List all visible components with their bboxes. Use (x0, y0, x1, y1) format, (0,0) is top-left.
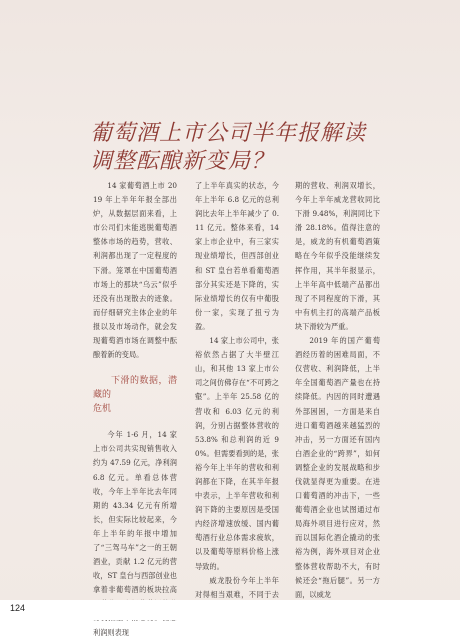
paragraph: 今年 1-6 月，14 家上市公司共实现销售收入约为 47.59 亿元，净利润 6.8 亿元。单看总体营收，今年上半年比去年同期的 43.34 亿元有所增长，但实际比较起来，今年上半年的年报中增加了“三驾马车”之一的王朝酒业，贡献 1.2 亿元的营收，ST 皇台与西部创业也拿着非葡萄酒的板块拉高 利润则表现 (93, 430, 177, 637)
text-column-3 (295, 179, 380, 602)
text-column-1 (93, 179, 177, 640)
paragraph: 14 家葡萄酒上市 2019 年上半年年报全部出炉，从数据层面来看，上市公司们未能逃脱葡萄酒整体市场的趋势，营收、利润都出现了一定程度的下滑。笼罩在中国葡萄酒市场上的那块“乌云”似乎还没有出现散去的迹象。而仔细研究主体企业的年报以及市场动作，就会发现葡萄酒市场在调整中酝酿着新的变局。 (93, 181, 177, 360)
page-footer (0, 600, 460, 620)
subheading-line-1: 下滑的数据，潜藏的 (93, 376, 177, 401)
paragraph: 14 家上市公司中，张裕依然占据了大半壁江山，和其他 13 家上市公司之间仿佛存在“不可跨之壑”。上半年 25.58 亿的营收和 6.03 亿元的利润，分别占据整体营收的 53.8% 和总利润的近 90%。但需要看到的是，张裕今年上半年的营收和利润都在下降，在其半年报中表示，上半年营收和利润下降的主要原因是受国内经济增速放缓、国内葡萄酒行业总体需求疲软，以及葡萄等原料价格上涨导致的。 (195, 336, 279, 571)
subheading-line-2: 危机 (93, 404, 112, 415)
article-title-line-2: 调整酝酿新变局？ (90, 149, 275, 174)
text-column-2 (195, 179, 279, 616)
section-subheading (93, 374, 177, 416)
paragraph: 期的营收、利润双增长，今年上半年威龙营收同比下滑 9.48%，利润同比下滑 28.18%。值得注意的是，威龙的有机葡萄酒策略在今年似乎没能继续发挥作用，其半年报显示，上半年高中低端产品都出现了不同程度的下滑，其中有机主打的高端产品板块下滑较为严重。 (295, 181, 380, 331)
page-number: 124 (10, 603, 26, 613)
paragraph: 威龙股份今年上半年对得相当艰难，不同于去 (195, 575, 279, 599)
paragraph: 了上半年真实的状态，今年上半年 6.8 亿元的总利润比去年上半年减少了 0.11 亿元。整体来看，14 家上市企业中，有三家实现业绩增长，但西部创业和 ST 皇台若单看葡萄酒部分其实还是下降的，实际业绩增长的仅有中葡股份一家，实现了扭亏为盈。 (195, 181, 279, 331)
paragraph: 2019 年的国产葡萄酒经历着的困难局面，不仅营收、利润降低，上半年全国葡萄酒产量也在持续降低。内因的同时遭遇外部困困，一方面是来自进口葡萄酒越来越猛烈的冲击，另一方面还有国内白酒企业的“跨界”，如何调整企业的发展战略和步伐就显得更为重要。在进口葡萄酒的冲击下，一些葡萄酒企业也试图通过布局海外项目进行应对，然而以国际化酒企撬动的张裕为例，海外项目对企业整体营收帮助不大，有时候还会“拖后腿”。另一方面，以威龙 (295, 336, 380, 599)
article-title-line-1: 葡萄酒上市公司半年报解读 (90, 121, 367, 146)
